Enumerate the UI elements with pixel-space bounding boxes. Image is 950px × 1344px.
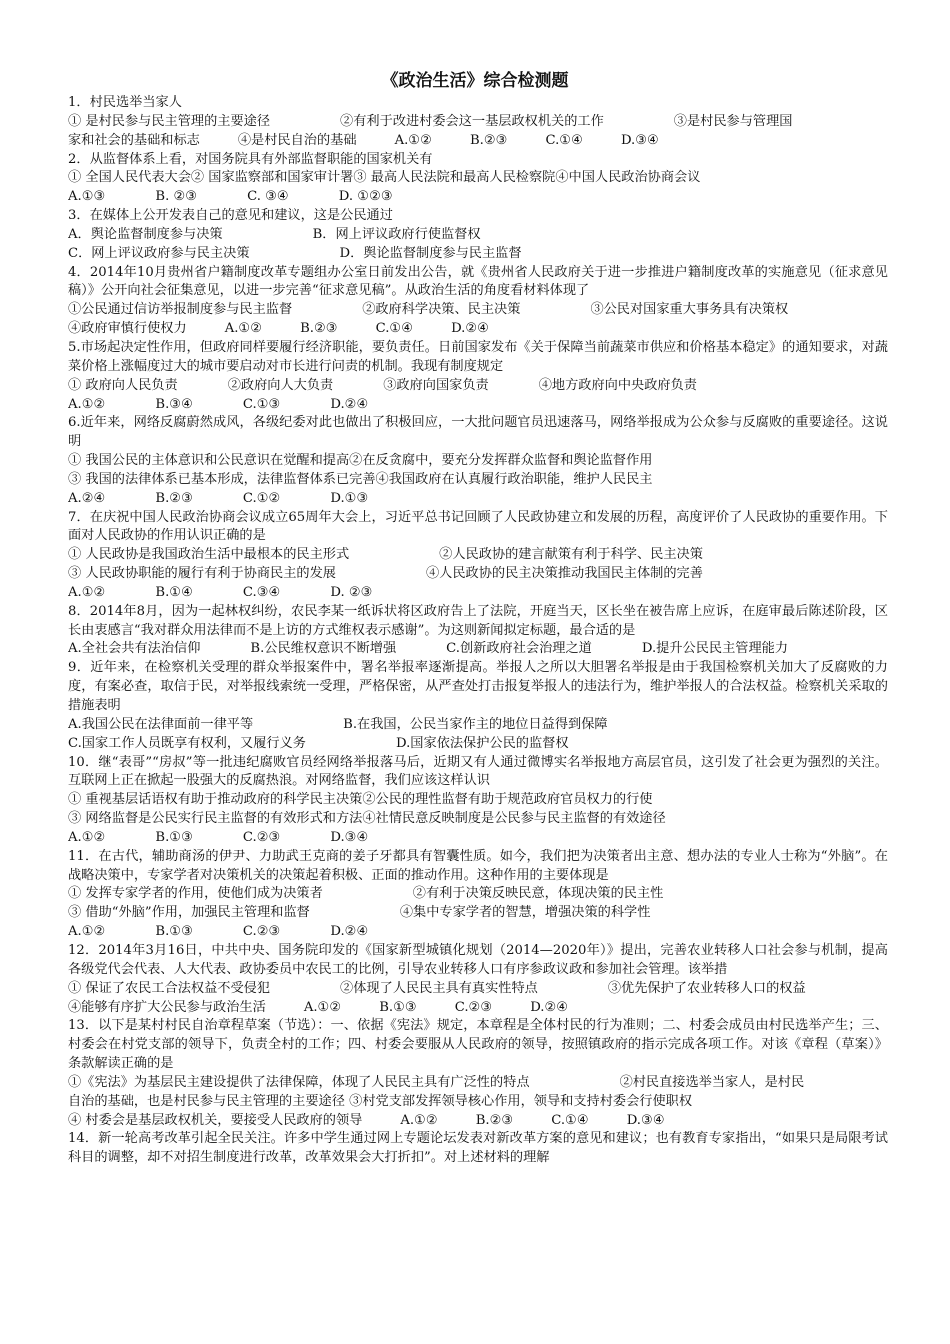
option-row (68, 113, 888, 132)
option-text: C．网上评议政府参与民主决策 (68, 245, 250, 261)
question-stem: 7．在庆祝中国人民政治协商会议成立65周年大会上，习近平总书记回顾了人民政协建立和发展的历程，高度评价了人民政协的重要作用。下面对人民政协的作用认识正确的是 (68, 509, 888, 544)
option-text: A.①② (303, 999, 342, 1015)
option-row (68, 396, 888, 415)
option-text: ②体现了人民民主具有真实性特点 (340, 980, 538, 996)
option-text: ①公民通过信访举报制度参与民主监督 (68, 302, 293, 318)
option-row (68, 810, 888, 829)
option-text: ④能够有序扩大公民参与政治生活 (68, 999, 266, 1015)
question-stem: 5.市场起决定性作用，但政府同样要履行经济职能，要负责任。日前国家发布《关于保障当前蔬菜市供应和价格基本稳定》的通知要求，对蔬菜价格上涨幅度过大的城市要启动对市长进行问责的机制。我现有制度规定 (68, 339, 888, 374)
question-11 (68, 848, 888, 942)
option-text: C.①④ (375, 321, 414, 337)
option-text: ① 是村民参与民主管理的主要途径 (68, 113, 271, 129)
option-row (68, 1074, 888, 1093)
option-text: C.①② (242, 490, 281, 506)
option-text: ① 发挥专家学者的作用，使他们成为决策者 (68, 886, 323, 902)
option-row (68, 735, 888, 754)
option-row (68, 320, 888, 339)
question-10 (68, 754, 888, 848)
option-text: D.②④ (330, 396, 369, 412)
option-text: A.全社会共有法治信仰 (68, 641, 201, 657)
option-row (68, 132, 888, 151)
option-text: ③ 借助“外脑”作用，加强民主管理和监督 (68, 905, 310, 921)
question-8 (68, 603, 888, 660)
option-text: ③优先保护了农业转移人口的权益 (607, 980, 806, 996)
option-text: C.①④ (551, 1112, 589, 1128)
option-row (68, 471, 888, 490)
option-text: ④政府审慎行使权力 (68, 321, 187, 337)
option-row (68, 301, 888, 320)
option-text: D.③④ (626, 1112, 665, 1128)
option-text: B.①③ (155, 924, 193, 940)
option-text: 自治的基础，也是村民参与民主管理的主要途径 ③村党支部发挥领导核心作用，领导和支持村委会行使职权 (68, 1093, 693, 1109)
option-text: C.国家工作人员既享有权利，又履行义务 (68, 735, 306, 751)
question-stem: 14．新一轮高考改革引起全民关注。许多中学生通过网上专题论坛发表对新改革方案的意见和建议；也有教育专家指出，“如果只是局限考试科目的调整，却不对招生制度进行改革，改革效果会大打折扣”。对上述材料的理解 (68, 1131, 888, 1166)
option-text: B.在我国，公民当家作主的地位日益得到保障 (343, 716, 608, 732)
option-text: ②有利于改进村委会这一基层政权机关的工作 (340, 113, 604, 129)
question-stem: 13．以下是某村村民自治章程草案（节选）：一、依据《宪法》规定，本章程是全体村民的行为准则；二、村委会成员由村民选举产生；三、村委会在村党支部的领导下，负责全村的工作；四、村委会要服从人民政府的领导，按照镇政府的指示完成各项工作。对该《章程（草案）》条款解读正确的是 (68, 1018, 888, 1072)
option-text: ③政府向国家负责 (383, 377, 489, 393)
option-text: D．舆论监督制度参与民主监督 (339, 245, 522, 261)
option-text: B.②③ (300, 321, 338, 337)
option-text: A.①② (68, 396, 106, 412)
option-text: ① 我国公民的主体意识和公民意识在觉醒和提高②在反贪腐中，要充分发挥群众监督和舆论监督作用 (68, 453, 653, 469)
option-text: A.我国公民在法律面前一律平等 (68, 716, 254, 732)
question-3 (68, 207, 888, 264)
option-text: ③ 我国的法律体系已基本形成，法律监督体系已完善④我国政府在认真履行政治职能，维护人民民主 (68, 471, 653, 487)
option-text: A.①② (224, 321, 263, 337)
option-text: C. ③④ (247, 189, 289, 205)
option-text: B.②③ (155, 490, 193, 506)
option-row (68, 904, 888, 923)
option-text: D.②④ (330, 924, 369, 940)
option-text: A.①② (68, 829, 106, 845)
option-row (68, 791, 888, 810)
option-text: D. ①②③ (338, 189, 393, 205)
option-row (68, 565, 888, 584)
option-row (68, 169, 888, 188)
option-text: B.②③ (469, 132, 508, 148)
option-text: ① 全国人民代表大会② 国家监察部和国家审计署③ 最高人民法院和最高人民检察院④中国人民政治协商会议 (68, 170, 701, 186)
question-12 (68, 942, 888, 1017)
option-text: ① 保证了农民工合法权益不受侵犯 (68, 980, 271, 996)
question-14 (68, 1130, 888, 1168)
option-text: ②人民政协的建言献策有利于科学、民主决策 (439, 547, 703, 563)
option-text: ① 重视基层话语权有助于推动政府的科学民主决策②公民的理性监督有助于规范政府官员权力的行使 (68, 792, 653, 808)
question-2 (68, 151, 888, 208)
option-text: D.③④ (620, 132, 659, 148)
option-text: C.②③ (242, 924, 281, 940)
option-row (68, 999, 888, 1018)
option-row (68, 490, 888, 509)
option-text: B. ②③ (155, 189, 198, 205)
option-text: ②有利于决策反映民意，体现决策的民主性 (412, 886, 664, 902)
question-list (68, 94, 888, 1168)
option-row (68, 1112, 888, 1131)
option-text: ②政府科学决策、民主决策 (362, 302, 521, 318)
option-text: ③ 人民政协职能的履行有利于协商民主的发展 (68, 566, 336, 582)
option-row (68, 1093, 888, 1112)
option-row (68, 716, 888, 735)
option-text: B.③④ (155, 396, 193, 412)
option-text: A.①② (68, 924, 106, 940)
option-text: B.①③ (155, 829, 193, 845)
option-row (68, 452, 888, 471)
option-row (68, 226, 888, 245)
question-13 (68, 1017, 888, 1130)
option-text: ④人民政协的民主决策推动我国民主体制的完善 (425, 566, 703, 582)
option-text: ③是村民参与管理国 (673, 113, 793, 129)
question-stem: 10．继“表哥”“房叔”等一批违纪腐败官员经网络举报落马后，近期又有人通过微博实名举报地方高层官员，这引发了社会更为强烈的关注。互联网上正在掀起一股强大的反腐热浪。对网络监督，我们应该这样认识 (68, 754, 888, 789)
option-text: ③公民对国家重大事务具有决策权 (590, 302, 789, 318)
option-text: A.①③ (68, 189, 106, 205)
option-text: A.②④ (68, 490, 106, 506)
question-stem: 9．近年来，在检察机关受理的群众举报案件中，署名举报率逐渐提高。举报人之所以大胆署名举报是由于我国检察机关加大了反腐败的力度，有案必查，取信于民，对举报线索统一受理，严格保密，从严查处打击报复举报人的违法行为，维护举报人的合法权益。检察机关采取的措施表明 (68, 660, 888, 713)
question-6 (68, 414, 888, 508)
option-text: C.②③ (454, 999, 493, 1015)
option-row (68, 885, 888, 904)
question-5 (68, 339, 888, 414)
option-text: A．舆论监督制度参与决策 (68, 226, 223, 242)
page-title: 《政治生活》综合检测题 (381, 71, 569, 91)
option-text: D.③④ (330, 829, 369, 845)
option-text: A.①② (394, 132, 432, 148)
option-text: D.提升公民民主管理能力 (641, 641, 789, 657)
option-text: B.①③ (379, 999, 417, 1015)
option-text: ① 人民政协是我国政治生活中最根本的民主形式 (68, 547, 350, 563)
question-1 (68, 94, 888, 151)
option-row (68, 546, 888, 565)
question-stem: 6.近年来，网络反腐蔚然成风，各级纪委对此也做出了积极回应，一大批问题官员迅速落马，网络举报成为公众参与反腐败的重要途径。这说明 (68, 415, 888, 450)
option-text: ④是村民自治的基础 (237, 132, 357, 148)
question-stem: 2．从监督体系上看，对国务院具有外部监督职能的国家机关有 (68, 151, 433, 167)
option-text: ④集中专家学者的智慧，增强决策的科学性 (399, 905, 651, 921)
option-text: D.②④ (530, 999, 569, 1015)
question-9 (68, 659, 888, 753)
option-text: B.①④ (155, 584, 193, 600)
option-text: D.②④ (451, 321, 490, 337)
question-stem: 8．2014年8月，因为一起林权纠纷，农民李某一纸诉状将区政府告上了法院，开庭当天，区长坐在被告席上应诉，在庭审最后陈述阶段，区长由衷感言“我对群众用法律而不是上访的方式维权表示感谢”。为这则新闻拟定标题，最合适的是 (68, 603, 888, 638)
option-text: A.①② (400, 1112, 438, 1128)
question-4 (68, 264, 888, 339)
option-text: B.公民维权意识不断增强 (250, 641, 397, 657)
question-stem: 12．2014年3月16日，中共中央、国务院印发的《国家新型城镇化规划（2014—2020年）》提出，完善农业转移人口社会参与机制，提高各级党代会代表、人大代表、政协委员中农民工的比例，引导农业转移人口有序参政议政和参加社会管理。该举措 (68, 942, 888, 977)
option-text: B．网上评议政府行使监督权 (312, 226, 481, 242)
option-row (68, 377, 888, 396)
option-text: D. ②③ (330, 584, 373, 600)
option-row (68, 245, 888, 264)
option-row (68, 829, 888, 848)
question-stem: 1．村民选举当家人 (68, 95, 182, 110)
option-text: ③ 网络监督是公民实行民主监督的有效形式和方法④社情民意反映制度是公民参与民主监督的有效途径 (68, 811, 666, 827)
option-row (68, 188, 888, 207)
option-row (68, 640, 888, 659)
question-stem: 11．在古代，辅助商汤的伊尹、力助武王克商的姜子牙都具有智囊性质。如今，我们把为决策者出主意、想办法的专业人士称为“外脑”。在战略决策中，专家学者对决策机关的决策起着积极、正面的推动作用。这种作用的主要体现是 (68, 848, 888, 883)
option-text: 家和社会的基础和标志 (68, 132, 200, 148)
option-row (68, 584, 888, 603)
option-row (68, 980, 888, 999)
option-text: C.①④ (545, 132, 583, 148)
option-text: A.①② (68, 584, 106, 600)
option-row (68, 923, 888, 942)
question-stem: 4．2014年10月贵州省户籍制度改革专题组办公室日前发出公告，就《贵州省人民政府关于进一步推进户籍制度改革的实施意见（征求意见稿）》公开向社会征集意见，以进一步完善“征求意见稿”。从政治生活的角度看材料体现了 (68, 264, 888, 299)
option-text: C.③④ (242, 584, 281, 600)
option-text: ②政府向人大负责 (227, 377, 334, 393)
option-text: C.创新政府社会治理之道 (446, 641, 592, 657)
option-text: ④ 村委会是基层政权机关，要接受人民政府的领导 (68, 1112, 363, 1128)
option-text: ①《宪法》为基层民主建设提供了法律保障，体现了人民民主具有广泛性的特点 (68, 1074, 530, 1090)
option-text: ① 政府向人民负责 (68, 377, 178, 393)
option-text: C.①③ (242, 396, 281, 412)
option-text: C.②③ (242, 829, 281, 845)
option-text: D.国家依法保护公民的监督权 (396, 735, 569, 751)
option-text: ②村民直接选举当家人，是村民 (619, 1074, 805, 1090)
option-text: B.②③ (475, 1112, 514, 1128)
question-7 (68, 509, 888, 603)
option-text: ④地方政府向中央政府负责 (538, 377, 697, 393)
question-stem: 3．在媒体上公开发表自己的意见和建议，这是公民通过 (68, 208, 393, 224)
option-text: D.①③ (330, 490, 369, 506)
